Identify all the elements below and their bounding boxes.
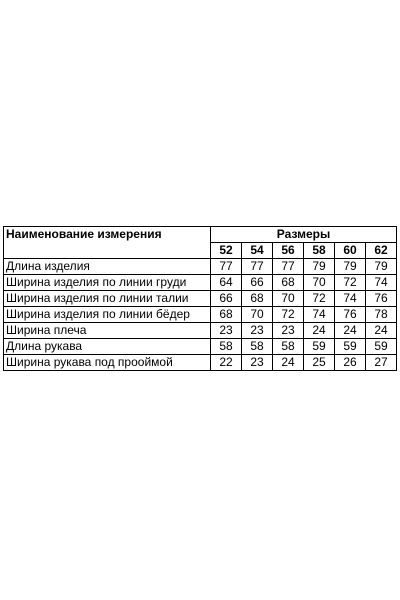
table-cell: 68 [211,307,242,323]
row-label: Ширина изделия по линии груди [4,275,211,291]
table-cell: 24 [366,323,397,339]
table-cell: 77 [211,259,242,275]
row-label: Длина рукава [4,339,211,355]
table-cell: 74 [335,291,366,307]
table-cell: 26 [335,355,366,371]
table-cell: 59 [335,339,366,355]
table-cell: 58 [242,339,273,355]
row-label: Ширина плеча [4,323,211,339]
table-cell: 72 [335,275,366,291]
table-cell: 64 [211,275,242,291]
table-cell: 70 [273,291,304,307]
table-cell: 25 [304,355,335,371]
size-header: 52 [211,243,242,259]
row-label: Ширина изделия по линии талии [4,291,211,307]
table-cell: 74 [366,275,397,291]
size-table [3,226,397,371]
table-cell: 72 [304,291,335,307]
table-row [4,339,397,355]
table-cell: 76 [366,291,397,307]
table-cell: 23 [242,355,273,371]
table-cell: 59 [304,339,335,355]
table-row [4,259,397,275]
table-cell: 23 [273,323,304,339]
row-label: Ширина изделия по линии бёдер [4,307,211,323]
row-label: Ширина рукава под прооймой [4,355,211,371]
table-row [4,275,397,291]
table-cell: 24 [273,355,304,371]
table-cell: 66 [242,275,273,291]
table-cell: 70 [242,307,273,323]
table-cell: 27 [366,355,397,371]
table-cell: 24 [304,323,335,339]
table-cell: 23 [211,323,242,339]
table-cell: 66 [211,291,242,307]
table-row [4,323,397,339]
table-cell: 58 [211,339,242,355]
size-header: 54 [242,243,273,259]
table-row [4,307,397,323]
sizes-group-header: Размеры [211,227,397,243]
table-cell: 22 [211,355,242,371]
table-cell: 72 [273,307,304,323]
table-cell: 59 [366,339,397,355]
table-cell: 58 [273,339,304,355]
table-cell: 76 [335,307,366,323]
table-cell: 68 [242,291,273,307]
size-header: 60 [335,243,366,259]
size-header: 56 [273,243,304,259]
table-cell: 79 [366,259,397,275]
table-row [4,291,397,307]
header-row [4,227,397,243]
table-cell: 79 [304,259,335,275]
measurement-name-header: Наименование измерения [4,227,211,259]
size-header: 62 [366,243,397,259]
table-cell: 70 [304,275,335,291]
table-cell: 78 [366,307,397,323]
table-cell: 77 [273,259,304,275]
table-cell: 77 [242,259,273,275]
table-row [4,355,397,371]
table-cell: 74 [304,307,335,323]
table-cell: 24 [335,323,366,339]
table-cell: 68 [273,275,304,291]
table-cell: 79 [335,259,366,275]
size-header: 58 [304,243,335,259]
table-cell: 23 [242,323,273,339]
row-label: Длина изделия [4,259,211,275]
